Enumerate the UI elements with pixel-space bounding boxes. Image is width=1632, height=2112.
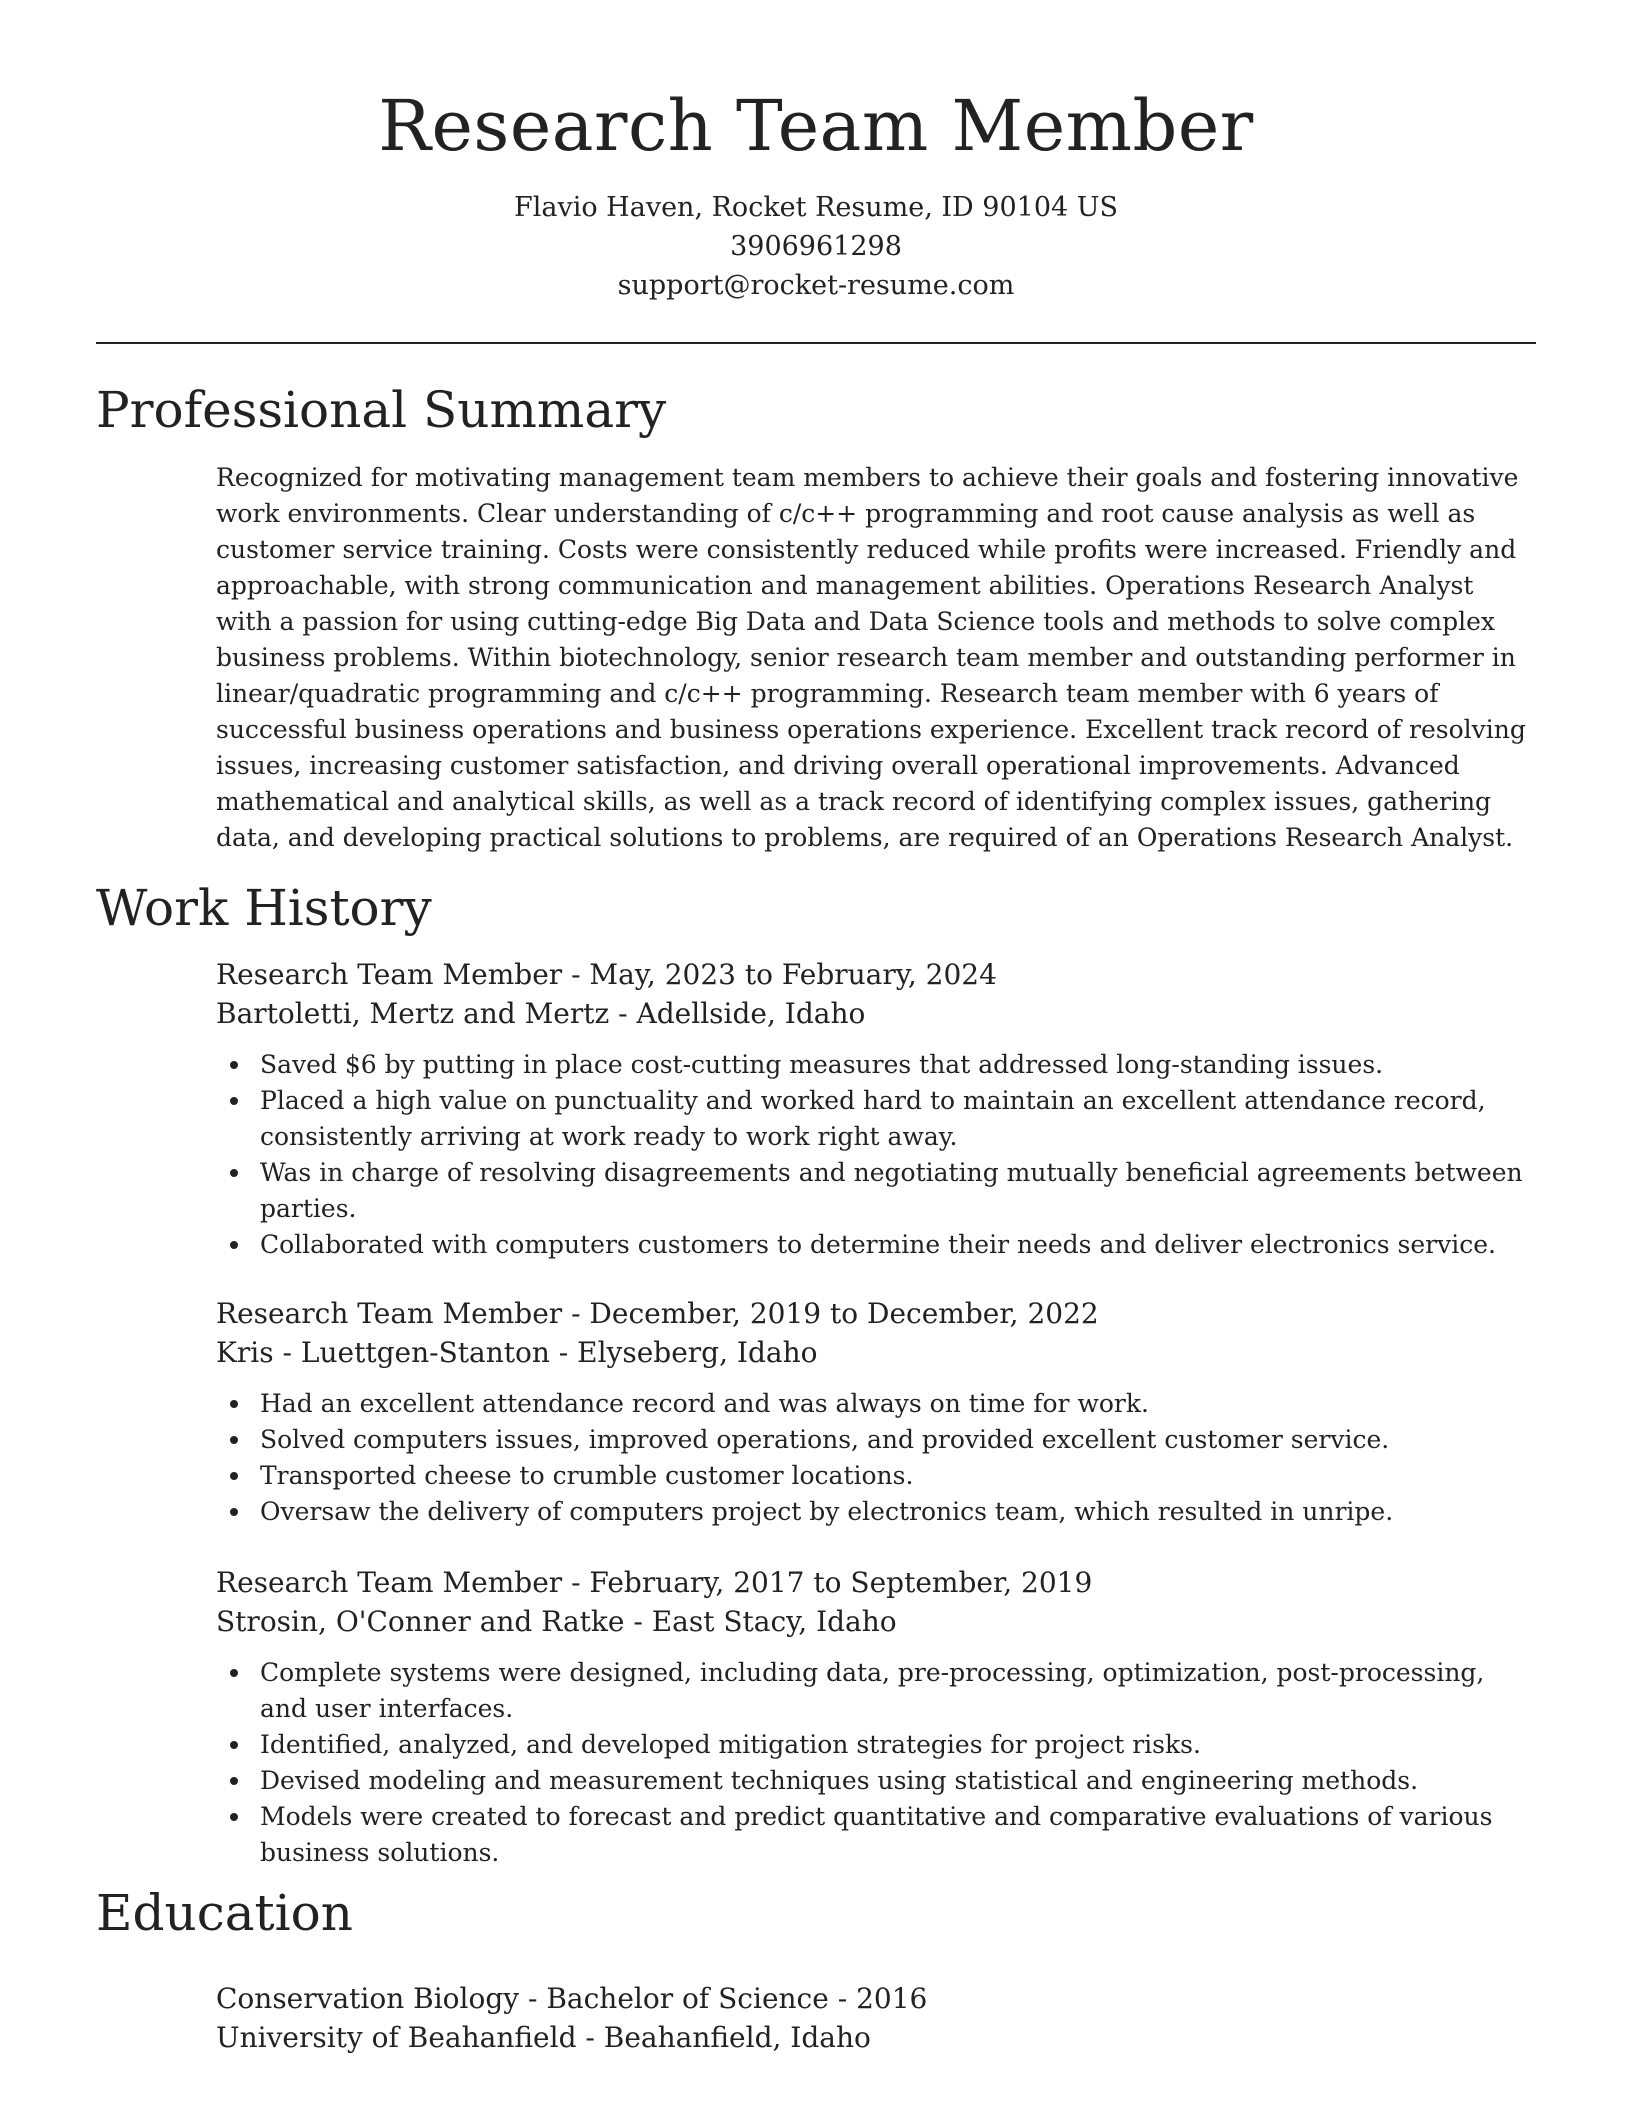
job-bullet-text: Had an excellent attendance record and was always on time for work. xyxy=(260,1389,1149,1418)
contact-address: Flavio Haven, Rocket Resume, ID 90104 US xyxy=(513,192,1119,223)
job-entry xyxy=(216,955,1536,1263)
job-bullet xyxy=(216,1494,1536,1530)
bullet-icon xyxy=(230,1508,238,1516)
bullet-icon xyxy=(230,1669,238,1677)
job-title-line: Research Team Member - May, 2023 to February, 2024 xyxy=(216,958,997,991)
bullet-icon xyxy=(230,1813,238,1821)
resume-header xyxy=(0,78,1632,305)
job-bullet-text: Complete systems were designed, including data, pre-processing, optimization, post-processing, and user interfaces. xyxy=(260,1658,1485,1723)
job-bullet-text: Oversaw the delivery of computers project by electronics team, which resulted in unripe. xyxy=(260,1497,1394,1526)
summary-section xyxy=(216,460,1536,856)
education-entry xyxy=(216,1979,1536,2057)
job-bullet xyxy=(216,1727,1536,1763)
job-title-line: Research Team Member - February, 2017 to September, 2019 xyxy=(216,1566,1093,1599)
education-heading: Education xyxy=(96,1884,353,1942)
job-bullet xyxy=(216,1386,1536,1422)
job-bullet-text: Identified, analyzed, and developed mitigation strategies for project risks. xyxy=(260,1730,1201,1759)
job-bullet-text: Collaborated with computers customers to determine their needs and deliver electronics service. xyxy=(260,1230,1496,1259)
job-bullet-text: Models were created to forecast and predict quantitative and comparative evaluations of various business solutions. xyxy=(260,1802,1493,1867)
job-bullet xyxy=(216,1155,1536,1227)
bullet-icon xyxy=(230,1436,238,1444)
bullet-icon xyxy=(230,1061,238,1069)
job-company-line: Kris - Luettgen-Stanton - Elyseberg, Idaho xyxy=(216,1336,818,1369)
degree-line: Conservation Biology - Bachelor of Science - 2016 xyxy=(216,1982,928,2015)
job-bullet xyxy=(216,1763,1536,1799)
school-line: University of Beahanfield - Beahanfield, Idaho xyxy=(216,2021,871,2054)
header-divider xyxy=(96,342,1536,344)
job-company-line: Strosin, O'Conner and Ratke - East Stacy, Idaho xyxy=(216,1605,897,1638)
job-bullet-text: Solved computers issues, improved operations, and provided excellent customer service. xyxy=(260,1425,1390,1454)
summary-text: Recognized for motivating management team members to achieve their goals and fostering innovative work environments. Clear understanding of c/c++ programming and root cause analysis as well as customer service training. Costs were consistently reduced while profits were increased. Friendly and approachable, with strong communication and management abilities. Operations Research Analyst with a passion for using cutting-edge Big Data and Data Science tools and methods to solve complex business problems. Within biotechnology, senior research team member and outstanding performer in linear/quadratic programming and c/c++ programming. Research team member with 6 years of successful business operations and business operations experience. Excellent track record of resolving issues, increasing customer satisfaction, and driving overall operational improvements. Advanced mathematical and analytical skills, as well as a track record of identifying complex issues, gathering data, and developing practical solutions to problems, are required of an Operations Research Analyst. xyxy=(216,463,1526,852)
job-bullet xyxy=(216,1422,1536,1458)
candidate-name: Research Team Member xyxy=(378,85,1254,167)
job-bullet xyxy=(216,1083,1536,1155)
job-bullet-list xyxy=(216,1047,1536,1263)
job-bullet xyxy=(216,1655,1536,1727)
bullet-icon xyxy=(230,1777,238,1785)
contact-email: support@rocket-resume.com xyxy=(617,270,1015,301)
job-bullet xyxy=(216,1227,1536,1263)
job-bullet-text: Transported cheese to crumble customer locations. xyxy=(260,1461,914,1490)
job-bullet xyxy=(216,1458,1536,1494)
bullet-icon xyxy=(230,1472,238,1480)
job-bullet-list xyxy=(216,1386,1536,1530)
job-company-line: Bartoletti, Mertz and Mertz - Adellside, Idaho xyxy=(216,997,866,1030)
bullet-icon xyxy=(230,1241,238,1249)
contact-phone: 3906961298 xyxy=(730,231,902,262)
summary-heading: Professional Summary xyxy=(96,381,667,439)
job-entry xyxy=(216,1563,1536,1871)
job-title-line: Research Team Member - December, 2019 to December, 2022 xyxy=(216,1297,1099,1330)
bullet-icon xyxy=(230,1400,238,1408)
job-bullet-list xyxy=(216,1655,1536,1871)
job-bullet-text: Saved $6 by putting in place cost-cutting measures that addressed long-standing issues. xyxy=(260,1050,1384,1079)
bullet-icon xyxy=(230,1097,238,1105)
job-bullet-text: Placed a high value on punctuality and worked hard to maintain an excellent attendance record, consistently arriving at work ready to work right away. xyxy=(260,1086,1486,1151)
bullet-icon xyxy=(230,1169,238,1177)
job-entry xyxy=(216,1294,1536,1530)
job-bullet xyxy=(216,1047,1536,1083)
work-history-heading: Work History xyxy=(96,879,432,937)
bullet-icon xyxy=(230,1741,238,1749)
job-bullet-text: Was in charge of resolving disagreements and negotiating mutually beneficial agreements between parties. xyxy=(260,1158,1523,1223)
job-bullet-text: Devised modeling and measurement techniques using statistical and engineering methods. xyxy=(260,1766,1419,1795)
job-bullet xyxy=(216,1799,1536,1871)
